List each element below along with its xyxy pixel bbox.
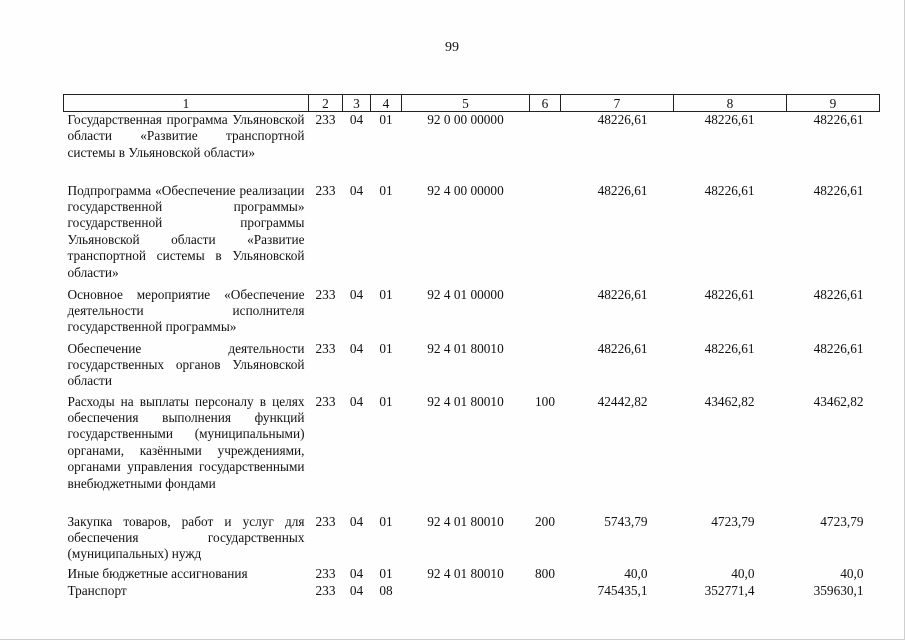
row-code-podrazdel: 01: [379, 340, 393, 356]
column-header-6: 6: [530, 95, 561, 112]
row-amount-8: 48226,61: [704, 112, 755, 127]
row-code-razdel: 04: [349, 182, 364, 198]
row-code-podrazdel: 01: [379, 286, 393, 302]
row-code-target: 92 4 01 80010: [427, 340, 504, 356]
table-row: [64, 514, 880, 566]
table-row: [64, 183, 880, 287]
row-amount-7: 48226,61: [597, 286, 648, 302]
column-header-9: 9: [787, 95, 880, 112]
row-amount-7: 745435,1: [597, 582, 648, 598]
table-row: [64, 566, 880, 583]
row-amount-8: 48226,61: [704, 340, 755, 356]
row-code-podrazdel: 01: [379, 182, 393, 198]
column-header-1: 1: [64, 95, 309, 112]
row-code-razdel: 04: [349, 565, 364, 581]
row-amount-8: 48226,61: [704, 286, 755, 302]
table-row: [64, 341, 880, 394]
row-amount-7: 48226,61: [597, 182, 648, 198]
row-code-razdel: 04: [349, 112, 364, 127]
row-name: Транспорт: [67, 582, 127, 598]
row-code-vr: 200: [535, 513, 555, 529]
row-code-vr: [530, 183, 561, 287]
row-code-target: 92 4 00 00000: [427, 182, 504, 198]
row-code-razdel: 04: [349, 513, 364, 529]
row-amount-7: 48226,61: [597, 340, 648, 356]
table-row: [64, 287, 880, 341]
row-code-razdel: 04: [349, 393, 364, 409]
row-amount-9: 359630,1: [813, 582, 864, 598]
row-amount-9: 48226,61: [813, 340, 864, 356]
row-amount-7: 40,0: [624, 565, 648, 581]
row-code-vr: [530, 583, 561, 600]
row-name: Закупка товаров, работ и услуг для обеспечения государственных (муниципальных) нужд: [67, 513, 305, 562]
column-header-2: 2: [309, 95, 343, 112]
row-name: Основное мероприятие «Обеспечение деятельности исполнителя государственной программы»: [67, 286, 305, 335]
row-code-vr: [530, 112, 561, 183]
row-code-vr: [530, 341, 561, 394]
column-header-7: 7: [561, 95, 674, 112]
row-amount-7: 5743,79: [604, 513, 648, 529]
row-code-podrazdel: 01: [379, 513, 393, 529]
table-row: [64, 583, 880, 600]
row-amount-9: 43462,82: [813, 393, 864, 409]
row-code-ved: 233: [315, 582, 336, 598]
row-code-ved: 233: [315, 513, 336, 529]
row-code-target: 92 0 00 00000: [427, 112, 504, 127]
row-code-ved: 233: [315, 182, 336, 198]
row-amount-9: 4723,79: [820, 513, 864, 529]
row-amount-9: 48226,61: [813, 286, 864, 302]
row-name: Обеспечение деятельности государственных органов Ульяновской области: [67, 340, 305, 389]
column-header-8: 8: [674, 95, 787, 112]
row-code-razdel: 04: [349, 286, 364, 302]
row-code-ved: 233: [315, 112, 336, 127]
row-code-ved: 233: [315, 565, 336, 581]
row-amount-9: 40,0: [840, 565, 864, 581]
row-code-podrazdel: 01: [379, 112, 393, 127]
row-code-target: 92 4 01 80010: [427, 393, 504, 409]
row-name: Иные бюджетные ассигнования: [67, 565, 248, 581]
row-code-target: 92 4 01 80010: [427, 513, 504, 529]
row-code-target: 92 4 01 80010: [427, 565, 504, 581]
row-amount-8: 40,0: [731, 565, 755, 581]
page-number: 99: [445, 40, 459, 55]
table-header-row: [64, 95, 880, 112]
row-code-podrazdel: 01: [379, 565, 393, 581]
budget-table: [63, 94, 880, 600]
row-code-target: [402, 583, 530, 600]
row-amount-8: 4723,79: [711, 513, 755, 529]
table-row: [64, 394, 880, 514]
row-code-razdel: 04: [349, 582, 364, 598]
row-code-ved: 233: [315, 393, 336, 409]
row-code-podrazdel: 01: [379, 393, 393, 409]
row-code-target: 92 4 01 00000: [427, 286, 504, 302]
column-header-4: 4: [371, 95, 402, 112]
row-amount-9: 48226,61: [813, 112, 864, 127]
row-amount-7: 48226,61: [597, 112, 648, 127]
row-amount-8: 43462,82: [704, 393, 755, 409]
row-name: Расходы на выплаты персоналу в целях обеспечения выполнения функций государственными (муниципальными) органами, казёнными учреждениями, органами управления государственными внебюджетными фондами: [67, 393, 305, 491]
column-header-5: 5: [402, 95, 530, 112]
row-amount-8: 352771,4: [704, 582, 755, 598]
row-code-razdel: 04: [349, 340, 364, 356]
row-name: Государственная программа Ульяновской области «Развитие транспортной системы в Ульяновской области»: [67, 112, 305, 160]
row-code-vr: [530, 287, 561, 341]
row-code-vr: 800: [535, 565, 555, 581]
row-code-podrazdel: 08: [379, 582, 393, 598]
table-row: [64, 112, 880, 183]
row-amount-8: 48226,61: [704, 182, 755, 198]
row-code-vr: 100: [535, 393, 555, 409]
row-amount-7: 42442,82: [597, 393, 648, 409]
row-name: Подпрограмма «Обеспечение реализации государственной программы» государственной программы Ульяновской области «Развитие транспортной системы в Ульяновской области»: [67, 182, 305, 280]
row-code-ved: 233: [315, 340, 336, 356]
row-code-ved: 233: [315, 286, 336, 302]
row-amount-9: 48226,61: [813, 182, 864, 198]
column-header-3: 3: [343, 95, 371, 112]
